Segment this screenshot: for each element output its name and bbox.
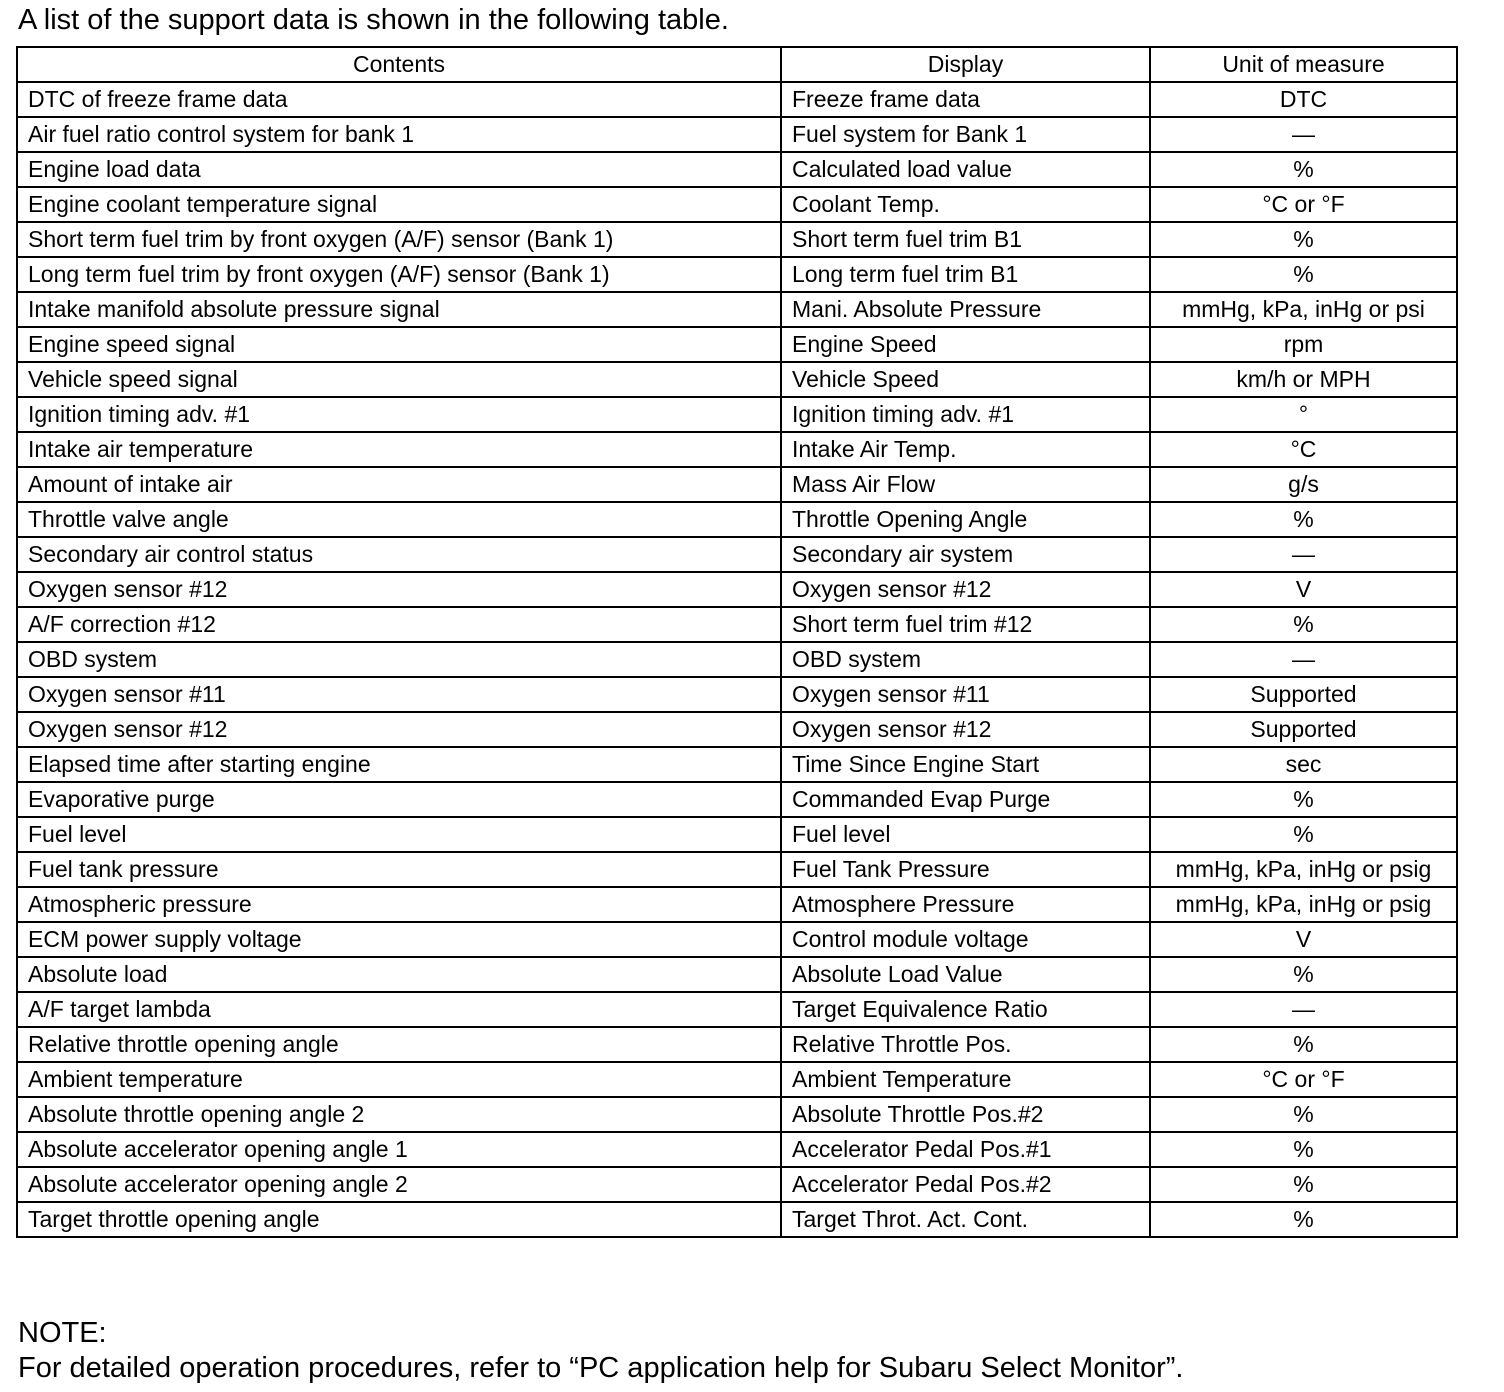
table-row xyxy=(17,187,1457,222)
table-row xyxy=(17,887,1457,922)
note-block xyxy=(18,1316,1183,1386)
table-row xyxy=(17,1062,1457,1097)
note-label: NOTE: xyxy=(18,1317,107,1349)
table-row xyxy=(17,1027,1457,1062)
cell-unit: — xyxy=(1150,537,1457,572)
cell-unit: % xyxy=(1150,782,1457,817)
cell-unit: % xyxy=(1150,1202,1457,1237)
cell-display: Fuel Tank Pressure xyxy=(781,852,1150,887)
table-row xyxy=(17,502,1457,537)
cell-contents: Engine speed signal xyxy=(17,327,781,362)
table-row xyxy=(17,1202,1457,1237)
cell-unit: °C or °F xyxy=(1150,1062,1457,1097)
support-data-table xyxy=(16,46,1458,1238)
cell-contents: Oxygen sensor #12 xyxy=(17,572,781,607)
cell-display: Absolute Load Value xyxy=(781,957,1150,992)
header-display: Display xyxy=(781,47,1150,82)
table-row xyxy=(17,642,1457,677)
table-row xyxy=(17,432,1457,467)
table-body xyxy=(17,82,1457,1237)
cell-contents: Intake air temperature xyxy=(17,432,781,467)
table-row xyxy=(17,327,1457,362)
table-row xyxy=(17,782,1457,817)
table-row xyxy=(17,852,1457,887)
cell-unit: % xyxy=(1150,607,1457,642)
cell-unit: °C xyxy=(1150,432,1457,467)
cell-unit: km/h or MPH xyxy=(1150,362,1457,397)
cell-contents: Long term fuel trim by front oxygen (A/F) sensor (Bank 1) xyxy=(17,257,781,292)
cell-contents: Absolute accelerator opening angle 1 xyxy=(17,1132,781,1167)
cell-contents: Engine coolant temperature signal xyxy=(17,187,781,222)
table-row xyxy=(17,537,1457,572)
cell-unit: sec xyxy=(1150,747,1457,782)
table-row xyxy=(17,1132,1457,1167)
cell-contents: Oxygen sensor #11 xyxy=(17,677,781,712)
cell-contents: Engine load data xyxy=(17,152,781,187)
cell-display: Oxygen sensor #11 xyxy=(781,677,1150,712)
cell-contents: Absolute throttle opening angle 2 xyxy=(17,1097,781,1132)
cell-unit: mmHg, kPa, inHg or psig xyxy=(1150,887,1457,922)
cell-contents: Throttle valve angle xyxy=(17,502,781,537)
cell-contents: Secondary air control status xyxy=(17,537,781,572)
cell-unit: mmHg, kPa, inHg or psi xyxy=(1150,292,1457,327)
cell-contents: A/F target lambda xyxy=(17,992,781,1027)
cell-unit: % xyxy=(1150,1027,1457,1062)
cell-unit: % xyxy=(1150,957,1457,992)
table-row xyxy=(17,397,1457,432)
table-row xyxy=(17,572,1457,607)
cell-contents: Ignition timing adv. #1 xyxy=(17,397,781,432)
cell-contents: DTC of freeze frame data xyxy=(17,82,781,117)
cell-unit: % xyxy=(1150,257,1457,292)
cell-contents: Evaporative purge xyxy=(17,782,781,817)
cell-unit: DTC xyxy=(1150,82,1457,117)
cell-contents: Elapsed time after starting engine xyxy=(17,747,781,782)
cell-unit: % xyxy=(1150,152,1457,187)
cell-display: Accelerator Pedal Pos.#1 xyxy=(781,1132,1150,1167)
cell-contents: Fuel tank pressure xyxy=(17,852,781,887)
cell-display: OBD system xyxy=(781,642,1150,677)
cell-display: Engine Speed xyxy=(781,327,1150,362)
cell-contents: Absolute load xyxy=(17,957,781,992)
cell-display: Short term fuel trim B1 xyxy=(781,222,1150,257)
cell-unit: % xyxy=(1150,1167,1457,1202)
table-row xyxy=(17,712,1457,747)
cell-display: Absolute Throttle Pos.#2 xyxy=(781,1097,1150,1132)
table-row xyxy=(17,607,1457,642)
table-header-row xyxy=(17,47,1457,82)
cell-contents: Target throttle opening angle xyxy=(17,1202,781,1237)
cell-display: Freeze frame data xyxy=(781,82,1150,117)
cell-contents: Amount of intake air xyxy=(17,467,781,502)
table-row xyxy=(17,257,1457,292)
cell-display: Fuel level xyxy=(781,817,1150,852)
cell-unit: V xyxy=(1150,572,1457,607)
cell-contents: Short term fuel trim by front oxygen (A/F) sensor (Bank 1) xyxy=(17,222,781,257)
cell-display: Oxygen sensor #12 xyxy=(781,712,1150,747)
cell-unit: — xyxy=(1150,642,1457,677)
cell-display: Ignition timing adv. #1 xyxy=(781,397,1150,432)
cell-display: Secondary air system xyxy=(781,537,1150,572)
cell-display: Short term fuel trim #12 xyxy=(781,607,1150,642)
table-row xyxy=(17,117,1457,152)
cell-display: Vehicle Speed xyxy=(781,362,1150,397)
cell-contents: OBD system xyxy=(17,642,781,677)
note-text: For detailed operation procedures, refer to “PC application help for Subaru Select Monitor”. xyxy=(18,1352,1184,1384)
cell-unit: % xyxy=(1150,817,1457,852)
intro-text: A list of the support data is shown in the following table. xyxy=(18,4,729,36)
table-row xyxy=(17,1167,1457,1202)
cell-display: Mani. Absolute Pressure xyxy=(781,292,1150,327)
cell-display: Target Equivalence Ratio xyxy=(781,992,1150,1027)
cell-unit: Supported xyxy=(1150,712,1457,747)
cell-unit: % xyxy=(1150,222,1457,257)
cell-contents: Vehicle speed signal xyxy=(17,362,781,397)
cell-display: Mass Air Flow xyxy=(781,467,1150,502)
cell-display: Target Throt. Act. Cont. xyxy=(781,1202,1150,1237)
header-contents: Contents xyxy=(17,47,781,82)
cell-unit: — xyxy=(1150,117,1457,152)
cell-display: Coolant Temp. xyxy=(781,187,1150,222)
cell-unit: V xyxy=(1150,922,1457,957)
cell-display: Intake Air Temp. xyxy=(781,432,1150,467)
cell-contents: ECM power supply voltage xyxy=(17,922,781,957)
cell-display: Long term fuel trim B1 xyxy=(781,257,1150,292)
table-row xyxy=(17,467,1457,502)
cell-display: Calculated load value xyxy=(781,152,1150,187)
cell-contents: Absolute accelerator opening angle 2 xyxy=(17,1167,781,1202)
cell-display: Fuel system for Bank 1 xyxy=(781,117,1150,152)
table-row xyxy=(17,957,1457,992)
cell-unit: g/s xyxy=(1150,467,1457,502)
cell-unit: ° xyxy=(1150,397,1457,432)
cell-contents: Air fuel ratio control system for bank 1 xyxy=(17,117,781,152)
cell-display: Time Since Engine Start xyxy=(781,747,1150,782)
cell-display: Control module voltage xyxy=(781,922,1150,957)
cell-contents: Ambient temperature xyxy=(17,1062,781,1097)
table-row xyxy=(17,677,1457,712)
table-row xyxy=(17,292,1457,327)
cell-contents: Fuel level xyxy=(17,817,781,852)
table-row xyxy=(17,222,1457,257)
cell-display: Ambient Temperature xyxy=(781,1062,1150,1097)
table-row xyxy=(17,82,1457,117)
cell-contents: A/F correction #12 xyxy=(17,607,781,642)
table-row xyxy=(17,817,1457,852)
cell-contents: Oxygen sensor #12 xyxy=(17,712,781,747)
cell-unit: rpm xyxy=(1150,327,1457,362)
cell-contents: Atmospheric pressure xyxy=(17,887,781,922)
cell-unit: mmHg, kPa, inHg or psig xyxy=(1150,852,1457,887)
cell-display: Relative Throttle Pos. xyxy=(781,1027,1150,1062)
table-row xyxy=(17,1097,1457,1132)
cell-unit: % xyxy=(1150,502,1457,537)
cell-display: Commanded Evap Purge xyxy=(781,782,1150,817)
cell-unit: °C or °F xyxy=(1150,187,1457,222)
cell-unit: % xyxy=(1150,1097,1457,1132)
cell-contents: Intake manifold absolute pressure signal xyxy=(17,292,781,327)
cell-unit: — xyxy=(1150,992,1457,1027)
cell-display: Throttle Opening Angle xyxy=(781,502,1150,537)
table-row xyxy=(17,992,1457,1027)
cell-contents: Relative throttle opening angle xyxy=(17,1027,781,1062)
table-row xyxy=(17,747,1457,782)
table-row xyxy=(17,922,1457,957)
cell-display: Oxygen sensor #12 xyxy=(781,572,1150,607)
header-unit: Unit of measure xyxy=(1150,47,1457,82)
table-row xyxy=(17,362,1457,397)
table-row xyxy=(17,152,1457,187)
cell-display: Accelerator Pedal Pos.#2 xyxy=(781,1167,1150,1202)
cell-unit: % xyxy=(1150,1132,1457,1167)
cell-display: Atmosphere Pressure xyxy=(781,887,1150,922)
cell-unit: Supported xyxy=(1150,677,1457,712)
